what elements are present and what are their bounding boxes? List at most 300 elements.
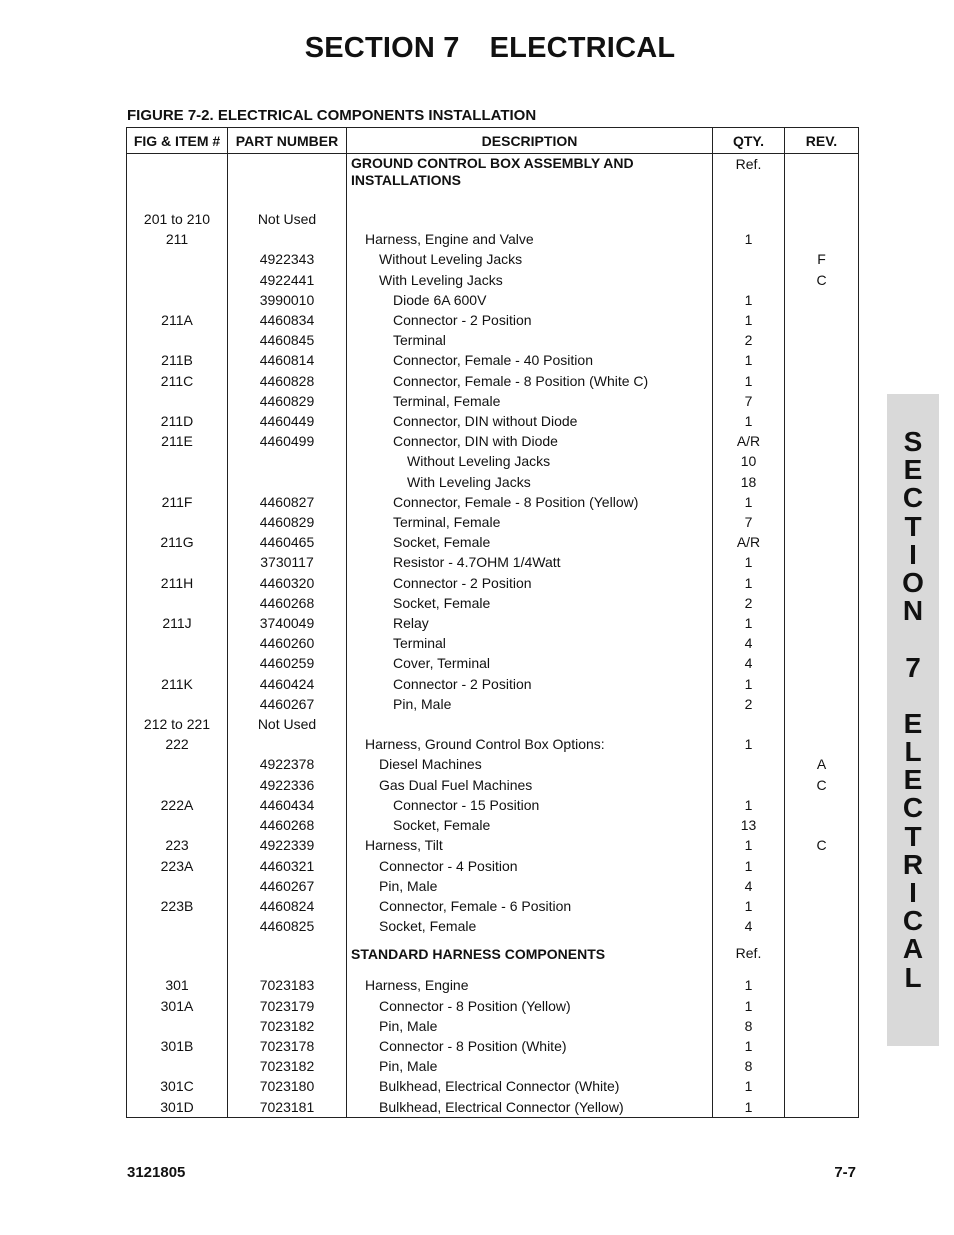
- table-row: [127, 290, 859, 310]
- fig-item-cell: [127, 154, 228, 210]
- part-number-cell: 4460259: [228, 653, 347, 673]
- side-tab-letter: 7: [905, 651, 921, 683]
- rev-cell: [785, 1076, 859, 1096]
- table-row: [127, 1056, 859, 1076]
- fig-item-cell: 223A: [127, 856, 228, 876]
- description-cell: Connector - 2 Position: [347, 573, 713, 593]
- table-row: [127, 775, 859, 795]
- description-cell: Pin, Male: [347, 694, 713, 714]
- fig-item-cell: [127, 391, 228, 411]
- fig-item-cell: [127, 653, 228, 673]
- section-title: [0, 32, 954, 65]
- table-row: [127, 154, 859, 210]
- description-cell: Connector, Female - 40 Position: [347, 350, 713, 370]
- description-cell: Pin, Male: [347, 876, 713, 896]
- rev-cell: [785, 876, 859, 896]
- table-row: [127, 229, 859, 249]
- qty-cell: 10: [713, 451, 785, 471]
- table-row: [127, 391, 859, 411]
- side-tab-letter: A: [902, 933, 924, 965]
- section-label: SECTION 7: [304, 32, 460, 64]
- table-row: [127, 1097, 859, 1118]
- description-cell: Terminal, Female: [347, 512, 713, 532]
- description-cell: With Leveling Jacks: [347, 270, 713, 290]
- qty-cell: 1: [713, 674, 785, 694]
- rev-cell: [785, 996, 859, 1016]
- table-row: [127, 856, 859, 876]
- fig-item-cell: [127, 552, 228, 572]
- part-number-cell: 4460465: [228, 532, 347, 552]
- part-number-cell: 4460434: [228, 795, 347, 815]
- section-side-tab: [887, 394, 939, 1046]
- fig-item-cell: 211B: [127, 350, 228, 370]
- fig-item-cell: 301D: [127, 1097, 228, 1118]
- fig-item-cell: [127, 694, 228, 714]
- fig-item-cell: [127, 270, 228, 290]
- rev-cell: [785, 795, 859, 815]
- part-number-cell: 7023178: [228, 1036, 347, 1056]
- qty-cell: 1: [713, 290, 785, 310]
- part-number-cell: 4460845: [228, 330, 347, 350]
- side-tab-letter: I: [909, 538, 917, 570]
- rev-cell: C: [785, 775, 859, 795]
- description-cell: Connector - 8 Position (Yellow): [347, 996, 713, 1016]
- fig-item-cell: 222A: [127, 795, 228, 815]
- qty-cell: 1: [713, 229, 785, 249]
- qty-cell: 4: [713, 876, 785, 896]
- part-number-cell: 4460267: [228, 876, 347, 896]
- part-number-cell: 7023182: [228, 1016, 347, 1036]
- part-number-cell: [228, 936, 347, 975]
- rev-cell: [785, 916, 859, 936]
- part-number-cell: 4460321: [228, 856, 347, 876]
- side-tab-letter: C: [902, 792, 924, 824]
- description-cell: Socket, Female: [347, 916, 713, 936]
- description-cell: Connector - 15 Position: [347, 795, 713, 815]
- description-cell: Connector - 4 Position: [347, 856, 713, 876]
- fig-item-cell: 211J: [127, 613, 228, 633]
- rev-cell: [785, 856, 859, 876]
- description-cell: Socket, Female: [347, 815, 713, 835]
- fig-item-cell: [127, 775, 228, 795]
- qty-cell: Ref.: [713, 154, 785, 210]
- side-tab-letter: S: [903, 426, 923, 457]
- rev-cell: [785, 290, 859, 310]
- fig-item-cell: 211H: [127, 573, 228, 593]
- description-cell: Without Leveling Jacks: [347, 451, 713, 471]
- table-row: [127, 754, 859, 774]
- description-cell: [347, 209, 713, 229]
- qty-cell: A/R: [713, 532, 785, 552]
- part-number-cell: 4922378: [228, 754, 347, 774]
- description-cell: Connector, DIN with Diode: [347, 431, 713, 451]
- description-cell: Without Leveling Jacks: [347, 249, 713, 269]
- part-number-cell: 7023183: [228, 975, 347, 995]
- rev-cell: [785, 633, 859, 653]
- side-tab-letter: T: [904, 820, 922, 852]
- qty-cell: [713, 249, 785, 269]
- fig-item-cell: [127, 593, 228, 613]
- page-number: 7-7: [834, 1164, 856, 1181]
- fig-item-cell: [127, 451, 228, 471]
- qty-cell: 4: [713, 633, 785, 653]
- part-number-cell: Not Used: [228, 714, 347, 734]
- fig-item-cell: [127, 916, 228, 936]
- rev-cell: A: [785, 754, 859, 774]
- part-number-cell: 3730117: [228, 552, 347, 572]
- description-cell: Connector - 2 Position: [347, 310, 713, 330]
- description-cell: Relay: [347, 613, 713, 633]
- section-name: ELECTRICAL: [489, 32, 676, 64]
- part-number-cell: 4922336: [228, 775, 347, 795]
- fig-item-cell: [127, 330, 228, 350]
- table-row: [127, 835, 859, 855]
- description-cell: Harness, Tilt: [347, 835, 713, 855]
- description-cell: Gas Dual Fuel Machines: [347, 775, 713, 795]
- qty-cell: 18: [713, 472, 785, 492]
- table-row: [127, 613, 859, 633]
- description-cell: Socket, Female: [347, 593, 713, 613]
- rev-cell: [785, 532, 859, 552]
- qty-cell: 1: [713, 613, 785, 633]
- part-number-cell: 4460320: [228, 573, 347, 593]
- rev-cell: [785, 1056, 859, 1076]
- fig-item-cell: 211D: [127, 411, 228, 431]
- side-tab-letter: L: [904, 961, 922, 993]
- description-cell: STANDARD HARNESS COMPONENTS: [347, 936, 713, 975]
- table-row: [127, 350, 859, 370]
- side-tab-letter: [887, 625, 939, 653]
- part-number-cell: 4460827: [228, 492, 347, 512]
- part-number-cell: 4460267: [228, 694, 347, 714]
- qty-cell: 1: [713, 1036, 785, 1056]
- qty-cell: 1: [713, 411, 785, 431]
- part-number-cell: 7023179: [228, 996, 347, 1016]
- part-number-cell: [228, 154, 347, 210]
- qty-cell: 1: [713, 492, 785, 512]
- table-row: [127, 876, 859, 896]
- table-row: [127, 1036, 859, 1056]
- part-number-cell: 4460424: [228, 674, 347, 694]
- side-tab-letter: [887, 682, 939, 710]
- fig-item-cell: 211K: [127, 674, 228, 694]
- rev-cell: [785, 653, 859, 673]
- rev-cell: [785, 573, 859, 593]
- table-row: [127, 633, 859, 653]
- description-cell: Connector, Female - 6 Position: [347, 896, 713, 916]
- fig-item-cell: [127, 1016, 228, 1036]
- fig-item-cell: 301B: [127, 1036, 228, 1056]
- table-row: [127, 674, 859, 694]
- rev-cell: [785, 674, 859, 694]
- fig-item-cell: 201 to 210: [127, 209, 228, 229]
- rev-cell: C: [785, 835, 859, 855]
- rev-cell: [785, 431, 859, 451]
- part-number-cell: 4460828: [228, 371, 347, 391]
- table-row: [127, 896, 859, 916]
- qty-cell: 1: [713, 856, 785, 876]
- description-cell: Bulkhead, Electrical Connector (White): [347, 1076, 713, 1096]
- part-number-cell: 4460449: [228, 411, 347, 431]
- side-tab-letter: E: [903, 454, 923, 486]
- rev-cell: [785, 371, 859, 391]
- rev-cell: [785, 936, 859, 975]
- qty-cell: 8: [713, 1056, 785, 1076]
- table-row: [127, 916, 859, 936]
- part-number-cell: 4922343: [228, 249, 347, 269]
- fig-item-cell: 211E: [127, 431, 228, 451]
- part-number-cell: [228, 451, 347, 471]
- fig-item-cell: 301: [127, 975, 228, 995]
- part-number-cell: [228, 229, 347, 249]
- table-row: [127, 532, 859, 552]
- rev-cell: C: [785, 270, 859, 290]
- rev-cell: [785, 1016, 859, 1036]
- table-row: [127, 330, 859, 350]
- table-row: [127, 411, 859, 431]
- part-number-cell: 3990010: [228, 290, 347, 310]
- qty-cell: 2: [713, 593, 785, 613]
- rev-cell: [785, 896, 859, 916]
- description-cell: Diesel Machines: [347, 754, 713, 774]
- table-row: [127, 936, 859, 975]
- rev-cell: [785, 714, 859, 734]
- part-number-cell: 4922441: [228, 270, 347, 290]
- table-row: [127, 573, 859, 593]
- side-tab-letter: E: [903, 707, 923, 739]
- qty-cell: [713, 754, 785, 774]
- fig-item-cell: 211C: [127, 371, 228, 391]
- part-number-cell: Not Used: [228, 209, 347, 229]
- part-number-cell: 4460834: [228, 310, 347, 330]
- part-number-cell: 7023182: [228, 1056, 347, 1076]
- part-number-cell: 4460268: [228, 815, 347, 835]
- side-tab-letter: N: [902, 595, 924, 627]
- table-row: [127, 714, 859, 734]
- fig-item-cell: 223B: [127, 896, 228, 916]
- rev-cell: [785, 209, 859, 229]
- rev-cell: [785, 330, 859, 350]
- table-row: [127, 552, 859, 572]
- qty-cell: [713, 209, 785, 229]
- fig-item-cell: 301A: [127, 996, 228, 1016]
- qty-cell: 1: [713, 835, 785, 855]
- side-tab-letter: L: [904, 736, 922, 768]
- qty-cell: Ref.: [713, 936, 785, 975]
- rev-cell: [785, 391, 859, 411]
- table-row: [127, 492, 859, 512]
- side-tab-letter: I: [909, 877, 917, 908]
- part-number-cell: 7023180: [228, 1076, 347, 1096]
- column-header-description: DESCRIPTION: [347, 128, 713, 154]
- table-row: [127, 310, 859, 330]
- part-number-cell: 4460260: [228, 633, 347, 653]
- qty-cell: 4: [713, 916, 785, 936]
- side-tab-letter: T: [904, 510, 922, 542]
- qty-cell: 1: [713, 795, 785, 815]
- qty-cell: 1: [713, 310, 785, 330]
- qty-cell: 4: [713, 653, 785, 673]
- fig-item-cell: 223: [127, 835, 228, 855]
- fig-item-cell: [127, 472, 228, 492]
- part-number-cell: 4460824: [228, 896, 347, 916]
- rev-cell: [785, 411, 859, 431]
- part-number-cell: 4460829: [228, 512, 347, 532]
- description-cell: Terminal: [347, 633, 713, 653]
- fig-item-cell: 211A: [127, 310, 228, 330]
- part-number-cell: 4460829: [228, 391, 347, 411]
- rev-cell: [785, 512, 859, 532]
- description-cell: Connector, Female - 8 Position (White C): [347, 371, 713, 391]
- side-tab-letter: C: [902, 905, 924, 937]
- table-row: [127, 593, 859, 613]
- qty-cell: 7: [713, 512, 785, 532]
- rev-cell: [785, 472, 859, 492]
- table-row: [127, 815, 859, 835]
- rev-cell: [785, 593, 859, 613]
- description-cell: Harness, Engine: [347, 975, 713, 995]
- table-row: [127, 1016, 859, 1036]
- qty-cell: 1: [713, 573, 785, 593]
- description-cell: Cover, Terminal: [347, 653, 713, 673]
- description-cell: Connector - 2 Position: [347, 674, 713, 694]
- table-row: [127, 734, 859, 754]
- rev-cell: [785, 975, 859, 995]
- qty-cell: 2: [713, 330, 785, 350]
- column-header-part-number: PART NUMBER: [228, 128, 347, 154]
- rev-cell: [785, 350, 859, 370]
- description-cell: With Leveling Jacks: [347, 472, 713, 492]
- description-cell: Terminal, Female: [347, 391, 713, 411]
- description-cell: Connector, DIN without Diode: [347, 411, 713, 431]
- qty-cell: 1: [713, 552, 785, 572]
- fig-item-cell: 211F: [127, 492, 228, 512]
- description-cell: GROUND CONTROL BOX ASSEMBLY AND INSTALLATIONS: [347, 154, 713, 210]
- rev-cell: [785, 694, 859, 714]
- qty-cell: 1: [713, 350, 785, 370]
- fig-item-cell: 212 to 221: [127, 714, 228, 734]
- description-cell: Pin, Male: [347, 1056, 713, 1076]
- description-cell: Terminal: [347, 330, 713, 350]
- part-number-cell: [228, 734, 347, 754]
- fig-item-cell: [127, 290, 228, 310]
- description-cell: Connector, Female - 8 Position (Yellow): [347, 492, 713, 512]
- parts-table-body: [127, 154, 859, 1118]
- part-number-cell: 4922339: [228, 835, 347, 855]
- qty-cell: 13: [713, 815, 785, 835]
- description-cell: [347, 714, 713, 734]
- figure-title: FIGURE 7-2. ELECTRICAL COMPONENTS INSTALLATION: [127, 107, 537, 124]
- parts-table-header: [127, 128, 859, 154]
- rev-cell: [785, 613, 859, 633]
- rev-cell: [785, 1097, 859, 1118]
- fig-item-cell: [127, 512, 228, 532]
- side-tab-letter: R: [902, 848, 924, 880]
- part-number-cell: [228, 472, 347, 492]
- table-row: [127, 472, 859, 492]
- description-cell: Harness, Ground Control Box Options:: [347, 734, 713, 754]
- fig-item-cell: [127, 936, 228, 975]
- fig-item-cell: [127, 249, 228, 269]
- rev-cell: [785, 451, 859, 471]
- rev-cell: [785, 310, 859, 330]
- qty-cell: 1: [713, 734, 785, 754]
- description-cell: Bulkhead, Electrical Connector (Yellow): [347, 1097, 713, 1118]
- side-tab-letter: C: [902, 482, 924, 514]
- rev-cell: [785, 1036, 859, 1056]
- rev-cell: [785, 815, 859, 835]
- fig-item-cell: 301C: [127, 1076, 228, 1096]
- qty-cell: 2: [713, 694, 785, 714]
- description-cell: Pin, Male: [347, 1016, 713, 1036]
- rev-cell: F: [785, 249, 859, 269]
- qty-cell: 1: [713, 896, 785, 916]
- qty-cell: 1: [713, 371, 785, 391]
- qty-cell: 1: [713, 996, 785, 1016]
- fig-item-cell: [127, 633, 228, 653]
- column-header-rev: REV.: [785, 128, 859, 154]
- part-number-cell: 4460499: [228, 431, 347, 451]
- description-cell: Socket, Female: [347, 532, 713, 552]
- rev-cell: [785, 154, 859, 210]
- parts-table: [126, 127, 859, 1118]
- table-row: [127, 451, 859, 471]
- fig-item-cell: [127, 876, 228, 896]
- part-number-cell: 4460814: [228, 350, 347, 370]
- fig-item-cell: [127, 754, 228, 774]
- qty-cell: 7: [713, 391, 785, 411]
- side-tab-letter: E: [903, 764, 923, 796]
- qty-cell: [713, 714, 785, 734]
- fig-item-cell: [127, 815, 228, 835]
- column-header-fig-item: FIG & ITEM #: [127, 128, 228, 154]
- part-number-cell: 4460268: [228, 593, 347, 613]
- rev-cell: [785, 492, 859, 512]
- qty-cell: 1: [713, 1076, 785, 1096]
- rev-cell: [785, 552, 859, 572]
- qty-cell: 8: [713, 1016, 785, 1036]
- table-row: [127, 795, 859, 815]
- rev-cell: [785, 734, 859, 754]
- table-row: [127, 694, 859, 714]
- fig-item-cell: 211G: [127, 532, 228, 552]
- table-row: [127, 371, 859, 391]
- table-row: [127, 996, 859, 1016]
- qty-cell: A/R: [713, 431, 785, 451]
- description-cell: Diode 6A 600V: [347, 290, 713, 310]
- description-cell: Resistor - 4.7OHM 1/4Watt: [347, 552, 713, 572]
- table-row: [127, 1076, 859, 1096]
- table-row: [127, 209, 859, 229]
- fig-item-cell: 222: [127, 734, 228, 754]
- table-row: [127, 512, 859, 532]
- rev-cell: [785, 229, 859, 249]
- part-number-cell: 3740049: [228, 613, 347, 633]
- qty-cell: 1: [713, 1097, 785, 1118]
- qty-cell: [713, 270, 785, 290]
- side-tab-letters: [887, 428, 939, 992]
- description-cell: Harness, Engine and Valve: [347, 229, 713, 249]
- description-cell: Connector - 8 Position (White): [347, 1036, 713, 1056]
- table-row: [127, 249, 859, 269]
- table-row: [127, 270, 859, 290]
- table-row: [127, 431, 859, 451]
- part-number-cell: 4460825: [228, 916, 347, 936]
- side-tab-letter: O: [902, 566, 924, 598]
- table-row: [127, 975, 859, 995]
- column-header-qty: QTY.: [713, 128, 785, 154]
- qty-cell: 1: [713, 975, 785, 995]
